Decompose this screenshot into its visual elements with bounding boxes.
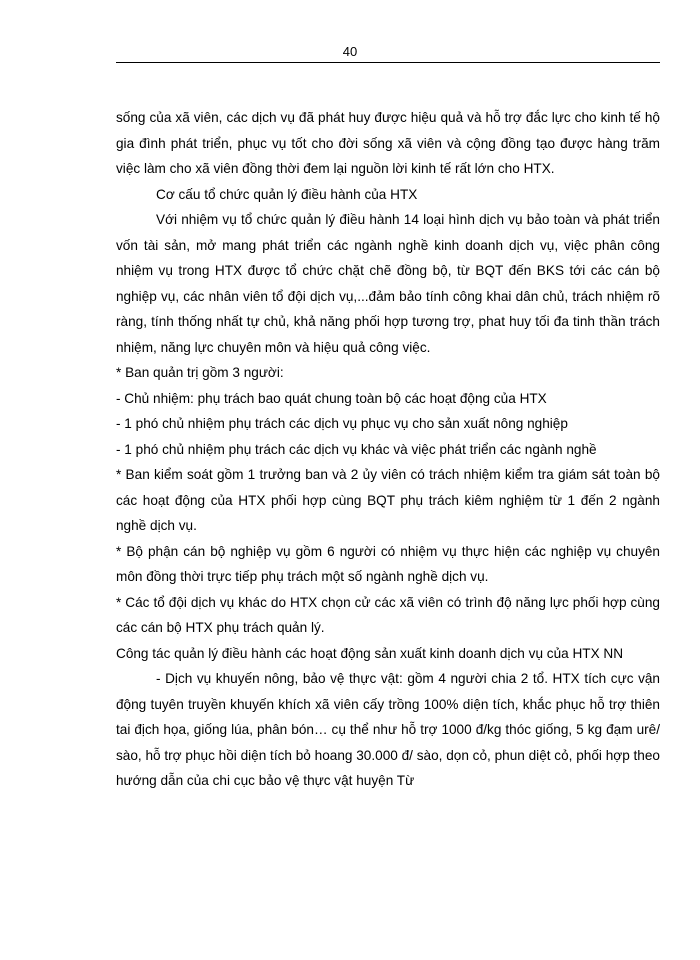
paragraph-supervisory-board: * Ban kiểm soát gồm 1 trưởng ban và 2 ủy viên có trách nhiệm kiểm tra giám sát toàn bộ các hoạt động của HTX phối hợp cùng BQT phụ trách kiêm nghiệm từ 1 đến 2 ngành nghề dịch vụ. xyxy=(116,467,660,533)
section-heading-structure: Cơ cấu tổ chức quản lý điều hành của HTX xyxy=(156,186,418,202)
header-rule xyxy=(116,62,660,63)
paragraph-extension-service: - Dịch vụ khuyến nông, bảo vệ thực vật: gồm 4 người chia 2 tổ. HTX tích cực vận động tuyên truyền khuyến khích xã viên cấy trồng 100% diện tích, khắc phục hỗ trợ thiên tai địch họa, giống lúa, phân bón… cụ thể như hỗ trợ 1000 đ/kg thóc giống, 5 kg đạm urê/ sào, hỗ trợ phục hồi diện tích bỏ hoang 30.000 đ/ sào, dọn cỏ, phun diệt cỏ, phối hợp theo hướng dẫn của chi cục bảo vệ thực vật huyện Từ xyxy=(116,671,660,788)
list-item-vice-chair-agri: - 1 phó chủ nhiệm phụ trách các dịch vụ phục vụ cho sản xuất nông nghiệp xyxy=(116,416,568,431)
document-body xyxy=(116,105,660,794)
list-item-chairman: - Chủ nhiệm: phụ trách bao quát chung toàn bộ các hoạt động của HTX xyxy=(116,390,547,406)
paragraph-intro-continued: sống của xã viên, các dịch vụ đã phát huy được hiệu quả và hỗ trợ đắc lực cho kinh tế hộ gia đình phát triển, phục vụ tốt cho đời sống xã viên và cộng đồng tạo được hàng trăm việc làm cho xã viên đồng thời đem lại nguồn lời kinh tế rất lớn cho HTX. xyxy=(116,110,660,176)
paragraph-professional-staff: * Bộ phận cán bộ nghiệp vụ gồm 6 người có nhiệm vụ thực hiện các nghiệp vụ chuyên môn đồng thời trực tiếp phụ trách một số ngành nghề dịch vụ. xyxy=(116,543,660,584)
list-heading-board: * Ban quản trị gồm 3 người: xyxy=(116,365,284,380)
paragraph-management-duties: Với nhiệm vụ tổ chức quản lý điều hành 14 loại hình dịch vụ bảo toàn và phát triển vốn tài sản, mở mang phát triển các ngành nghề kinh doanh dịch vụ, việc phân công nhiệm vụ trong HTX được tổ chức chặt chẽ đồng bộ, từ BQT đến BKS tới các cán bộ nghiệp vụ, các nhân viên tổ đội dịch vụ,...đảm bảo tính công khai dân chủ, trách nhiệm rõ ràng, tính thống nhất tự chủ, khả năng phối hợp tương trợ, phat huy tối đa tinh thần trách nhiệm, năng lực chuyên môn và hiệu quả công việc. xyxy=(116,212,660,355)
list-item-vice-chair-other: - 1 phó chủ nhiệm phụ trách các dịch vụ khác và việc phát triển các ngành nghề xyxy=(116,441,597,457)
section-heading-operations: Công tác quản lý điều hành các hoạt động sản xuất kinh doanh dịch vụ của HTX NN xyxy=(116,645,624,661)
paragraph-service-teams: * Các tổ đội dịch vụ khác do HTX chọn cử các xã viên có trình độ năng lực phối hợp cùng các cán bộ HTX phụ trách quản lý. xyxy=(116,594,660,635)
page-number: 40 xyxy=(342,44,358,59)
